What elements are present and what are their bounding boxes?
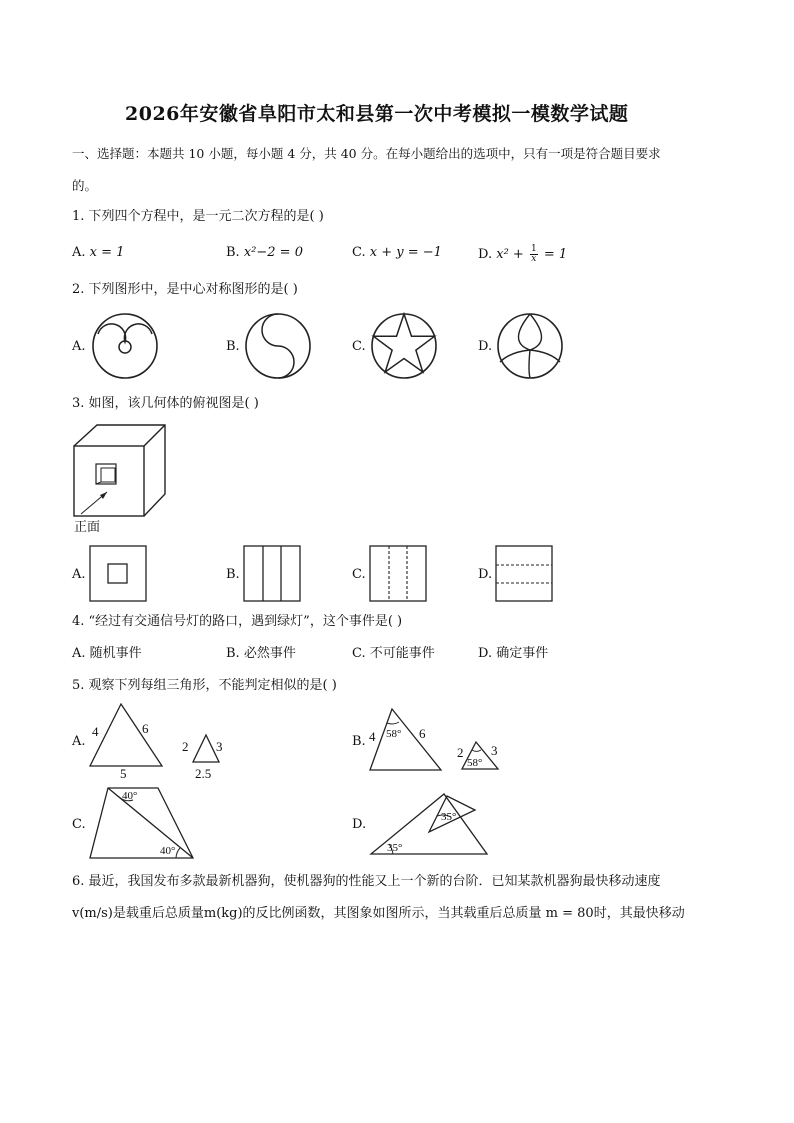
q5-figure-d bbox=[369, 790, 494, 860]
q5-b-big-side-left: 4 bbox=[369, 729, 376, 744]
q5-d-angle-small: 35° bbox=[441, 811, 457, 823]
q1-option-d-frac-den: x bbox=[531, 254, 537, 264]
q1-option-d-frac-num: 1 bbox=[530, 244, 537, 254]
q3-figure-b bbox=[243, 545, 303, 603]
q5-b-big-angle: 58° bbox=[386, 728, 402, 740]
q5-d-angle-big: 35° bbox=[387, 842, 403, 854]
q5-b-small-side-right: 3 bbox=[491, 743, 498, 758]
q3-front-label: 正面 bbox=[74, 520, 101, 535]
q1-option-c-letter: C. bbox=[352, 245, 366, 260]
q3-option-d-letter: D. bbox=[478, 567, 493, 582]
q1-option-b-expr: x²−2 = 0 bbox=[243, 245, 303, 260]
q5-a-small-side-left: 2 bbox=[182, 739, 189, 754]
q2-figure-c bbox=[369, 312, 439, 382]
q5-a-big-side-bottom: 5 bbox=[120, 766, 127, 781]
q3-figure-d bbox=[495, 545, 555, 603]
q1-option-d-expr-pre: x² + bbox=[496, 247, 524, 262]
q5-b-small-angle: 58° bbox=[467, 757, 483, 769]
q2-option-c-letter: C. bbox=[352, 339, 366, 354]
q2-stem: 2. 下列图形中，是中心对称图形的是( ) bbox=[72, 282, 298, 297]
q5-a-big-side-right: 6 bbox=[142, 721, 149, 736]
q2-option-b-letter: B. bbox=[226, 339, 240, 354]
section-instructions-line2: 的。 bbox=[72, 178, 98, 193]
q3-cube-figure bbox=[73, 424, 173, 519]
q3-figure-c bbox=[369, 545, 429, 603]
q1-option-a-expr: x = 1 bbox=[89, 245, 125, 260]
q1-option-c-expr: x + y = −1 bbox=[369, 245, 442, 260]
q5-b-big-side-right: 6 bbox=[419, 726, 426, 741]
q1-option-c bbox=[352, 245, 442, 261]
q3-option-a-letter: A. bbox=[72, 567, 86, 582]
q4-option-c: C. 不可能事件 bbox=[352, 646, 435, 661]
q1-option-d-letter: D. bbox=[478, 247, 493, 262]
page-title: 2026年安徽省阜阳市太和县第一次中考模拟一模数学试题 bbox=[125, 103, 629, 125]
q5-option-d-letter: D. bbox=[352, 817, 367, 832]
q5-option-a-letter: A. bbox=[72, 734, 86, 749]
q5-figure-b bbox=[366, 707, 516, 787]
q5-a-big-side-left: 4 bbox=[92, 724, 99, 739]
q1-option-a bbox=[72, 245, 124, 261]
q5-option-c-letter: C. bbox=[72, 817, 86, 832]
q6-line1: 6. 最近，我国发布多款最新机器狗，使机器狗的性能又上一个新的台阶．已知某款机器狗最快移动速度 bbox=[72, 874, 661, 889]
q6-line2: v(m/s)是载重后总质量m(kg)的反比例函数，其图象如图所示，当其载重后总质量 m = 80时，其最快移动 bbox=[72, 906, 685, 921]
q5-a-small-side-bottom: 2.5 bbox=[195, 766, 212, 781]
q5-b-small-side-left: 2 bbox=[457, 745, 464, 760]
q2-figure-d bbox=[495, 312, 565, 382]
q3-option-b-letter: B. bbox=[226, 567, 240, 582]
q1-option-b bbox=[226, 245, 303, 261]
q5-figure-a bbox=[86, 702, 236, 782]
q2-figure-b bbox=[243, 312, 313, 382]
q2-option-a-letter: A. bbox=[72, 339, 86, 354]
q2-option-d-letter: D. bbox=[478, 339, 493, 354]
q5-stem: 5. 观察下列每组三角形，不能判定相似的是( ) bbox=[72, 678, 337, 693]
q3-option-c-letter: C. bbox=[352, 567, 366, 582]
q5-a-small-side-right: 3 bbox=[216, 739, 223, 754]
q3-stem: 3. 如图，该几何体的俯视图是( ) bbox=[72, 396, 259, 411]
section-instructions-line1: 一、选择题：本题共 10 小题，每小题 4 分，共 40 分。在每小题给出的选项中，只有一项是符合题目要求 bbox=[72, 146, 661, 161]
q1-option-d-fraction bbox=[530, 245, 538, 264]
q1-option-d bbox=[478, 245, 567, 264]
q2-figure-a bbox=[90, 312, 160, 382]
q1-stem: 1. 下列四个方程中，是一元二次方程的是( ) bbox=[72, 209, 324, 224]
q4-option-a: A. 随机事件 bbox=[72, 646, 142, 661]
q5-c-angle-bottom: 40° bbox=[160, 845, 176, 857]
q4-option-d: D. 确定事件 bbox=[478, 646, 549, 661]
q1-option-a-letter: A. bbox=[72, 245, 86, 260]
q1-option-d-expr-post: = 1 bbox=[543, 247, 568, 262]
q5-option-b-letter: B. bbox=[352, 734, 366, 749]
q5-c-angle-top: 40° bbox=[122, 790, 138, 802]
q1-option-b-letter: B. bbox=[226, 245, 240, 260]
q4-stem: 4. “经过有交通信号灯的路口，遇到绿灯”，这个事件是( ) bbox=[72, 614, 403, 629]
q4-option-b: B. 必然事件 bbox=[226, 646, 296, 661]
q3-figure-a bbox=[89, 545, 149, 603]
q5-figure-c bbox=[88, 786, 208, 862]
